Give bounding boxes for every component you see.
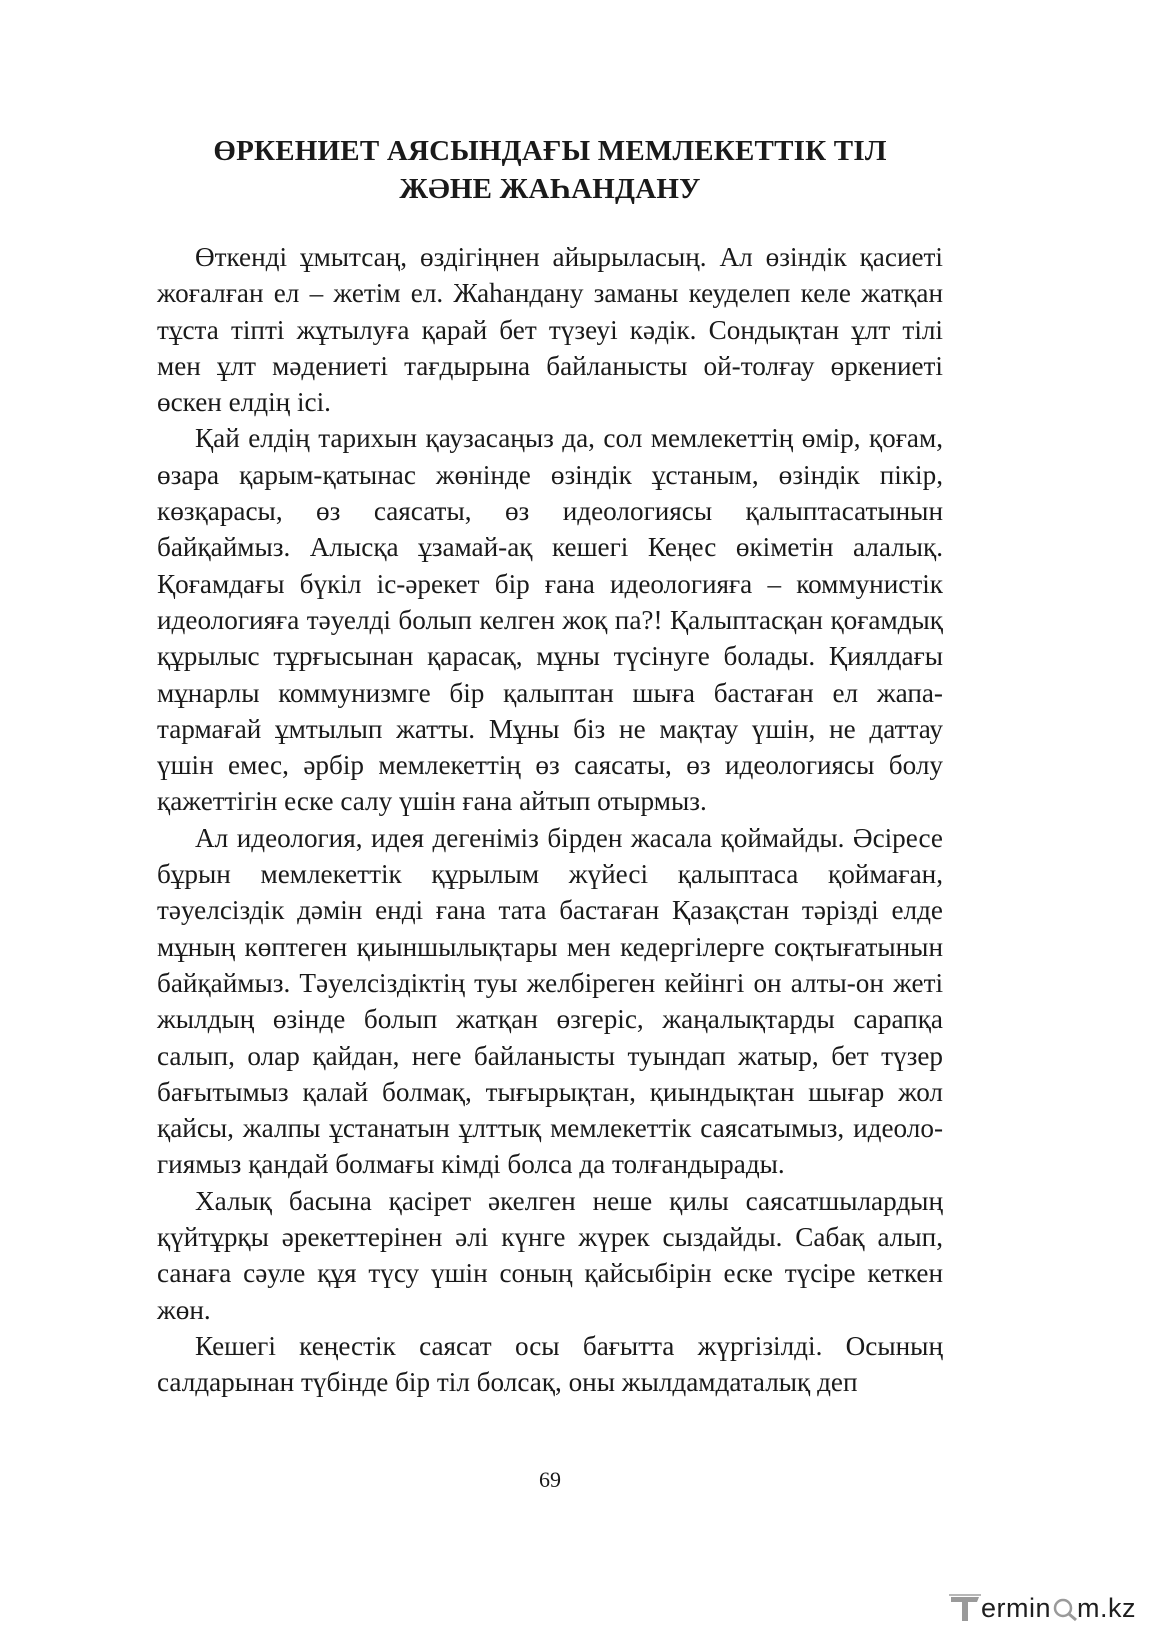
body-text bbox=[157, 239, 943, 1401]
paragraph-5: Кешегі кеңестік саясат осы бағытта жүргізілді. Осының салдарынан түбінде бір тіл болсақ, оны жылдамдаталық деп bbox=[157, 1330, 943, 1398]
watermark-text-end: m.kz bbox=[1077, 1592, 1136, 1623]
page-title bbox=[150, 132, 950, 208]
paragraph-3: Ал идеология, идея дегеніміз бірден жасала қоймайды. Әсіресе бұрын мемлекеттік құрылым жүйесі қалыптаса қоймаған, тәуелсіздік дәмін енді ғана тата бастаған Қазақстан тәрізді елде мұның көптеген қиыншылықтары мен кедергілерге соқтығатынын байқаймыз. Тәуелсіздіктің туы желбіреген кейінгі он алты-он жеті жылдың өзінде болып жатқан өзгеріс, жаңалықтарды сарапқа салып, олар қайдан, неге байланысты туындап жатыр, бет түзер бағытымыз қалай болмақ, тығырықтан, қиындықтан шығар жол қайсы, жалпы ұстанатын ұлттық мемлекеттік саясатымыз, идеологиямыз қандай болмағы кімді болса да толғандырады. bbox=[157, 822, 943, 1180]
watermark bbox=[947, 1590, 1136, 1626]
watermark-text-start: ermin bbox=[980, 1592, 1051, 1623]
paragraph-1: Өткенді ұмытсаң, өздігіңнен айырыласың. Ал өзіндік қасиеті жоғалған ел – жетім ел. Жаһандану заманы кеуделеп келе жатқан тұста тіпті жұтылуға қарай бет түзеуі кәдік. Сондықтан ұлт тілі мен ұлт мәдениеті тағдырына байланысты ой-толғау өркениеті өскен елдің ісі. bbox=[157, 242, 943, 418]
title-line-2: ЖӘНЕ ЖАҺАНДАНУ bbox=[399, 173, 701, 205]
title-line-1: ӨРКЕНИЕТ АЯСЫНДАҒЫ МЕМЛЕКЕТТІК ТІЛ bbox=[213, 135, 887, 167]
t-letter-logo-icon bbox=[947, 1591, 983, 1625]
magnifier-icon bbox=[1051, 1594, 1079, 1622]
page-number: 69 bbox=[539, 1467, 561, 1492]
paragraph-4: Халық басына қасірет әкелген неше қилы саясатшылардың қүйтұрқы әрекеттерінен әлі күнге жүрек сыздайды. Сабақ алып, санаға сәуле құя түсу үшін соның қайсыбірін еске түсіре кеткен жөн. bbox=[157, 1185, 943, 1325]
paragraph-2: Қай елдің тарихын қаузасаңыз да, сол мемлекеттің өмір, қоғам, өзара қарым-қатынас жөнінде өзіндік ұстаным, өзіндік пікір, көзқарасы, өз саясаты, өз идеологиясы қалыптасатынын байқаймыз. Алысқа ұзамай-ақ кешегі Кеңес өкіметін алалық. Қоғамдағы бүкіл іс-әрекет бір ғана идеологияға – коммунистік идеологияға тәуелді болып келген жоқ па?! Қалыптасқан қоғамдық құрылыс тұрғысынан қарасақ, мұны түсінуге болады. Қиялдағы мұнарлы коммунизмге бір қалыптан шыға бастаған ел жапа-тармағай ұмтылып жатты. Мұны біз не мақтау үшін, не даттау үшін емес, әрбір мемлекеттің өз саясаты, өз идеологиясы болу қажеттігін еске салу үшін ғана айтып отырмыз. bbox=[157, 423, 943, 817]
